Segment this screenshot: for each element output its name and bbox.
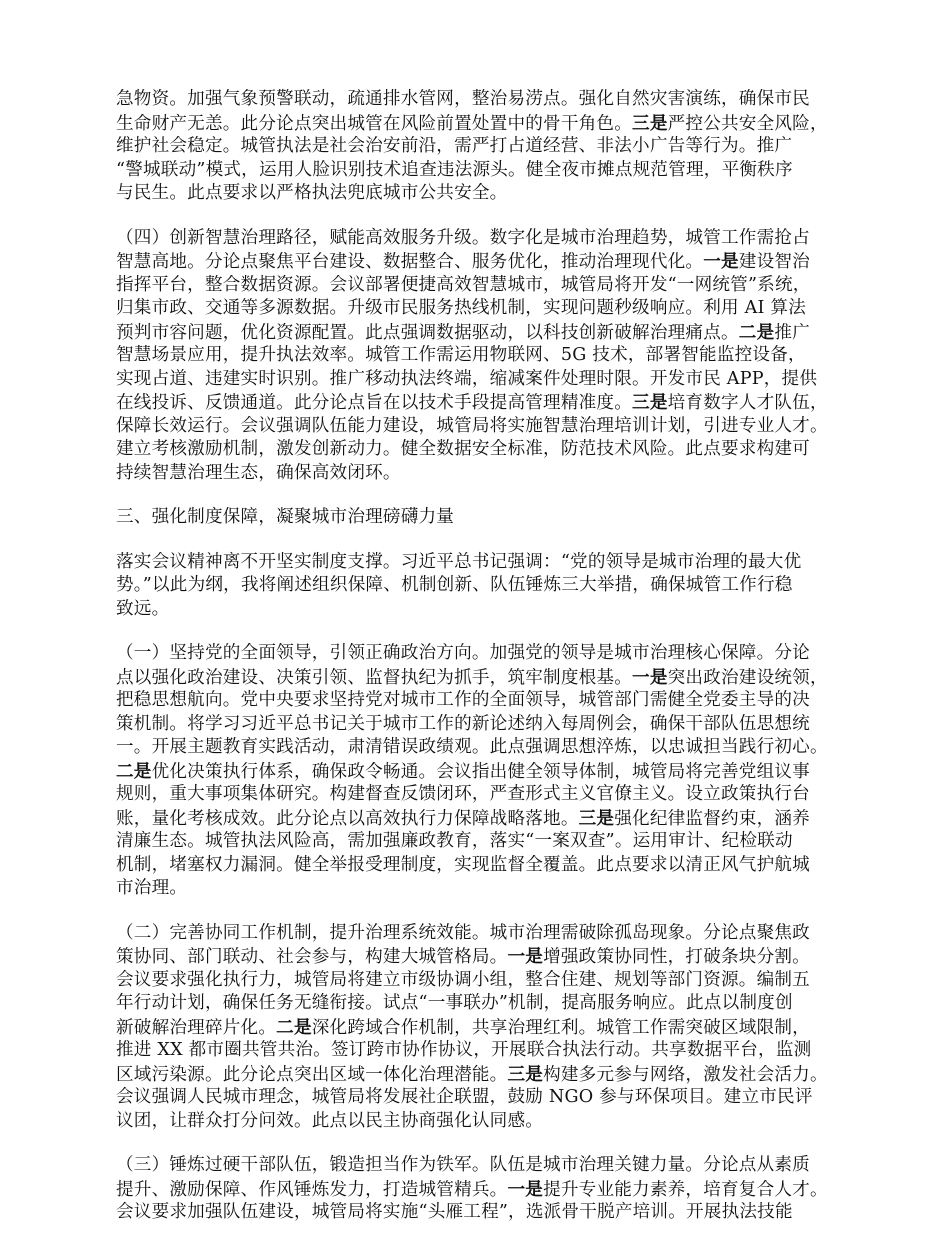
text-line	[116, 922, 846, 946]
text-line	[116, 1154, 846, 1178]
text-line	[116, 274, 846, 298]
bold-marker: 三是	[632, 392, 668, 413]
text-run: 把稳思想航向。党中央要求坚持党对城市工作的全面领导，城管部门需健全党委主导的决	[116, 690, 810, 710]
text-run: “警城联动”模式，运用人脸识别技术追查违法源头。健全夜市摊点规范管理，平衡秩序	[116, 159, 793, 180]
text-run: 实现占道、违建实时识别。推广移动执法终端，缩减案件处理时限。开发市民 APP，提供	[116, 368, 818, 389]
text-run: 推广	[774, 322, 810, 343]
paragraph-public-safety	[116, 88, 846, 206]
text-run: （三）锤炼过硬干部队伍，锻造担当作为铁军。队伍是城市治理关键力量。分论点从素质	[116, 1155, 810, 1175]
text-run: 会议要求加强队伍建设，城管局将实施“头雁工程”，选派骨干脱产培训。开展执法技能	[116, 1202, 793, 1222]
text-run: 急物资。加强气象预警联动，疏通排水管网，整治易涝点。强化自然灾害演练，确保市民	[116, 89, 810, 109]
bold-marker: 二是	[116, 760, 152, 782]
text-run: 会议强调人民城市理念，城管局将发展社企联盟，鼓励 NGO 参与环保项目。建立市民评	[116, 1087, 813, 1107]
paragraph-section-intro	[116, 551, 846, 622]
text-run: 强化纪律监督约束，涵养	[614, 808, 810, 829]
text-line	[116, 760, 846, 784]
text-run: 归集市政、交通等多源数据。升级市民服务热线机制，实现问题秒级响应。利用 AI 算法	[116, 298, 807, 318]
text-run: 策协同、部门联动、社会参与，构建大城管格局。	[116, 947, 508, 967]
text-line	[116, 1016, 846, 1040]
text-line	[116, 88, 846, 112]
paragraph-coordination-mechanism	[116, 922, 846, 1134]
bold-marker: 一是	[507, 946, 544, 967]
text-run: 账，量化考核成效。此分论点以高效执行力保障战略落地。	[116, 808, 579, 829]
text-run: 规则，重大事项集体研究。构建督查反馈闭环，严查形式主义官僚主义。设立政策执行台	[116, 784, 810, 804]
text-line	[116, 415, 846, 439]
text-run: 深化跨域合作机制，共享治理红利。城管工作需突破区域限制，	[311, 1017, 810, 1038]
text-line	[116, 321, 846, 345]
text-run: 议团，让群众打分问效。此点以民主协商强化认同感。	[116, 1110, 544, 1131]
text-line	[116, 227, 846, 251]
text-run: 维护社会稳定。城管执法是社会治安前沿，需严打占道经营、非法小广告等行为。推广	[116, 136, 793, 156]
bold-marker: 三是	[578, 807, 615, 829]
text-line	[116, 713, 846, 737]
section-heading-institutional-guarantee	[116, 506, 846, 530]
text-run: 预判市容问题，优化资源配置。此点强调数据驱动，以科技创新破解治理痛点。	[116, 322, 739, 343]
text-run: 生命财产无恙。此分论点突出城管在风险前置处置中的骨干角色。	[116, 113, 633, 134]
text-run: 会议要求强化执行力，城管局将建立市级协调小组，整合住建、规划等部门资源。编制五	[116, 969, 810, 990]
text-line	[116, 1110, 846, 1134]
bold-marker: 三是	[507, 1063, 544, 1085]
text-run: 新破解治理碎片化。	[116, 1017, 277, 1038]
text-line	[116, 1086, 846, 1110]
text-run: （二）完善协同工作机制，提升治理系统效能。城市治理需破除孤岛现象。分论点聚焦政	[116, 922, 810, 943]
text-line	[116, 391, 846, 415]
text-line	[116, 598, 846, 622]
text-line	[116, 1178, 846, 1202]
text-line	[116, 1063, 846, 1087]
text-run: 清廉生态。城管执法风险高，需加强廉政教育，落实“一案双查”。运用审计、纪检联动	[116, 831, 793, 851]
text-run: 指挥平台，整合数据资源。会议部署便捷高效智慧城市，城管局将开发“一网统管”系统，	[116, 274, 811, 295]
bold-marker: 一是	[703, 251, 739, 272]
text-run: 建立考核激励机制，激发创新动力。健全数据安全标准，防范技术风险。此点要求构建可	[116, 439, 810, 459]
text-run: 一。开展主题教育实践活动，肃清错误政绩观。此点强调思想淬炼，以忠诚担当践行初心。	[116, 737, 828, 757]
text-line	[116, 438, 846, 462]
text-line	[116, 462, 846, 486]
bold-marker: 一是	[632, 666, 668, 688]
text-line	[116, 666, 846, 690]
text-line	[116, 1201, 846, 1225]
text-line	[116, 506, 846, 530]
text-run: 市治理。	[116, 878, 188, 898]
text-line	[116, 783, 846, 807]
text-line	[116, 135, 846, 159]
text-line	[116, 830, 846, 854]
text-run: 推进 XX 都市圈共管共治。签订跨市协作协议，开展联合执法行动。共享数据平台，监测	[116, 1040, 812, 1060]
text-line	[116, 969, 846, 993]
text-run: 三、强化制度保障，凝聚城市治理磅礴力量	[116, 507, 455, 527]
text-run: 增强政策协同性，打破条块分割。	[543, 947, 810, 967]
bold-marker: 二是	[738, 321, 775, 343]
text-run: 策机制。将学习习近平总书记关于城市工作的新论述纳入每周例会，确保干部队伍思想统	[116, 713, 810, 734]
text-line	[116, 112, 846, 136]
text-run: 提升、激励保障、作风锤炼发力，打造城管精兵。	[116, 1179, 508, 1200]
text-run: 提升专业能力素养，培育复合人才。	[543, 1179, 828, 1200]
bold-marker: 三是	[632, 112, 668, 134]
document-body	[116, 88, 846, 1246]
text-line	[116, 574, 846, 598]
text-run: 机制，堵塞权力漏洞。健全举报受理制度，实现监督全覆盖。此点要求以清正风气护航城	[116, 854, 810, 875]
text-line	[116, 250, 846, 274]
text-line	[116, 159, 846, 183]
text-run: 持续智慧治理生态，确保高效闭环。	[116, 462, 401, 483]
text-line	[116, 551, 846, 575]
text-line	[116, 992, 846, 1016]
text-run: 智慧场景应用，提升执法效率。城管工作需运用物联网、5G 技术，部署智能监控设备，	[116, 345, 806, 365]
text-line	[116, 344, 846, 368]
text-line	[116, 807, 846, 831]
text-line	[116, 368, 846, 392]
bold-marker: 一是	[507, 1178, 544, 1200]
text-run: 在线投诉、反馈通道。此分论点旨在以技术手段提高管理精准度。	[116, 393, 633, 413]
text-run: 构建多元参与网络，激发社会活力。	[543, 1064, 828, 1085]
text-line	[116, 1039, 846, 1063]
text-run: 建设智治	[738, 252, 810, 272]
text-line	[116, 854, 846, 878]
paragraph-smart-governance	[116, 227, 846, 486]
text-run: （一）坚持党的全面领导，引领正确政治方向。加强党的领导是城市治理核心保障。分论	[116, 643, 810, 663]
text-line	[116, 689, 846, 713]
text-run: 培育数字人才队伍，	[667, 393, 828, 413]
text-line	[116, 877, 846, 901]
text-line	[116, 182, 846, 206]
text-run: 严控公共安全风险，	[667, 113, 828, 134]
text-run: 点以强化政治建设、决策引领、监督执纪为抓手，筑牢制度根基。	[116, 667, 633, 688]
text-run: 突出政治建设统领，	[667, 667, 828, 688]
text-line	[116, 297, 846, 321]
text-run: 与民生。此点要求以严格执法兜底城市公共安全。	[116, 183, 508, 203]
text-run: 区域污染源。此分论点突出区域一体化治理潜能。	[116, 1064, 508, 1085]
text-line	[116, 642, 846, 666]
paragraph-party-leadership	[116, 642, 846, 901]
text-run: 落实会议精神离不开坚实制度支撑。习近平总书记强调：“党的领导是城市治理的最大优	[116, 551, 802, 572]
text-run: 智慧高地。分论点聚焦平台建设、数据整合、服务优化，推动治理现代化。	[116, 252, 704, 272]
text-run: 年行动计划，确保任务无缝衔接。试点“一事联办”机制，提高服务响应。此点以制度创	[116, 993, 793, 1013]
text-run: 致远。	[116, 598, 170, 619]
text-run: 势。”以此为纲，我将阐述组织保障、机制创新、队伍锤炼三大举措，确保城管工作行稳	[116, 575, 793, 595]
text-run: 优化决策执行体系，确保政令畅通。会议指出健全领导体制，城管局将完善党组议事	[151, 761, 810, 782]
text-run: 保障长效运行。会议强调队伍能力建设，城管局将实施智慧治理培训计划，引进专业人才。	[116, 415, 828, 436]
text-line	[116, 736, 846, 760]
paragraph-cadre-team	[116, 1154, 846, 1225]
text-line	[116, 945, 846, 969]
bold-marker: 二是	[276, 1016, 312, 1038]
text-run: （四）创新智慧治理路径，赋能高效服务升级。数字化是城市治理趋势，城管工作需抢占	[116, 227, 810, 248]
